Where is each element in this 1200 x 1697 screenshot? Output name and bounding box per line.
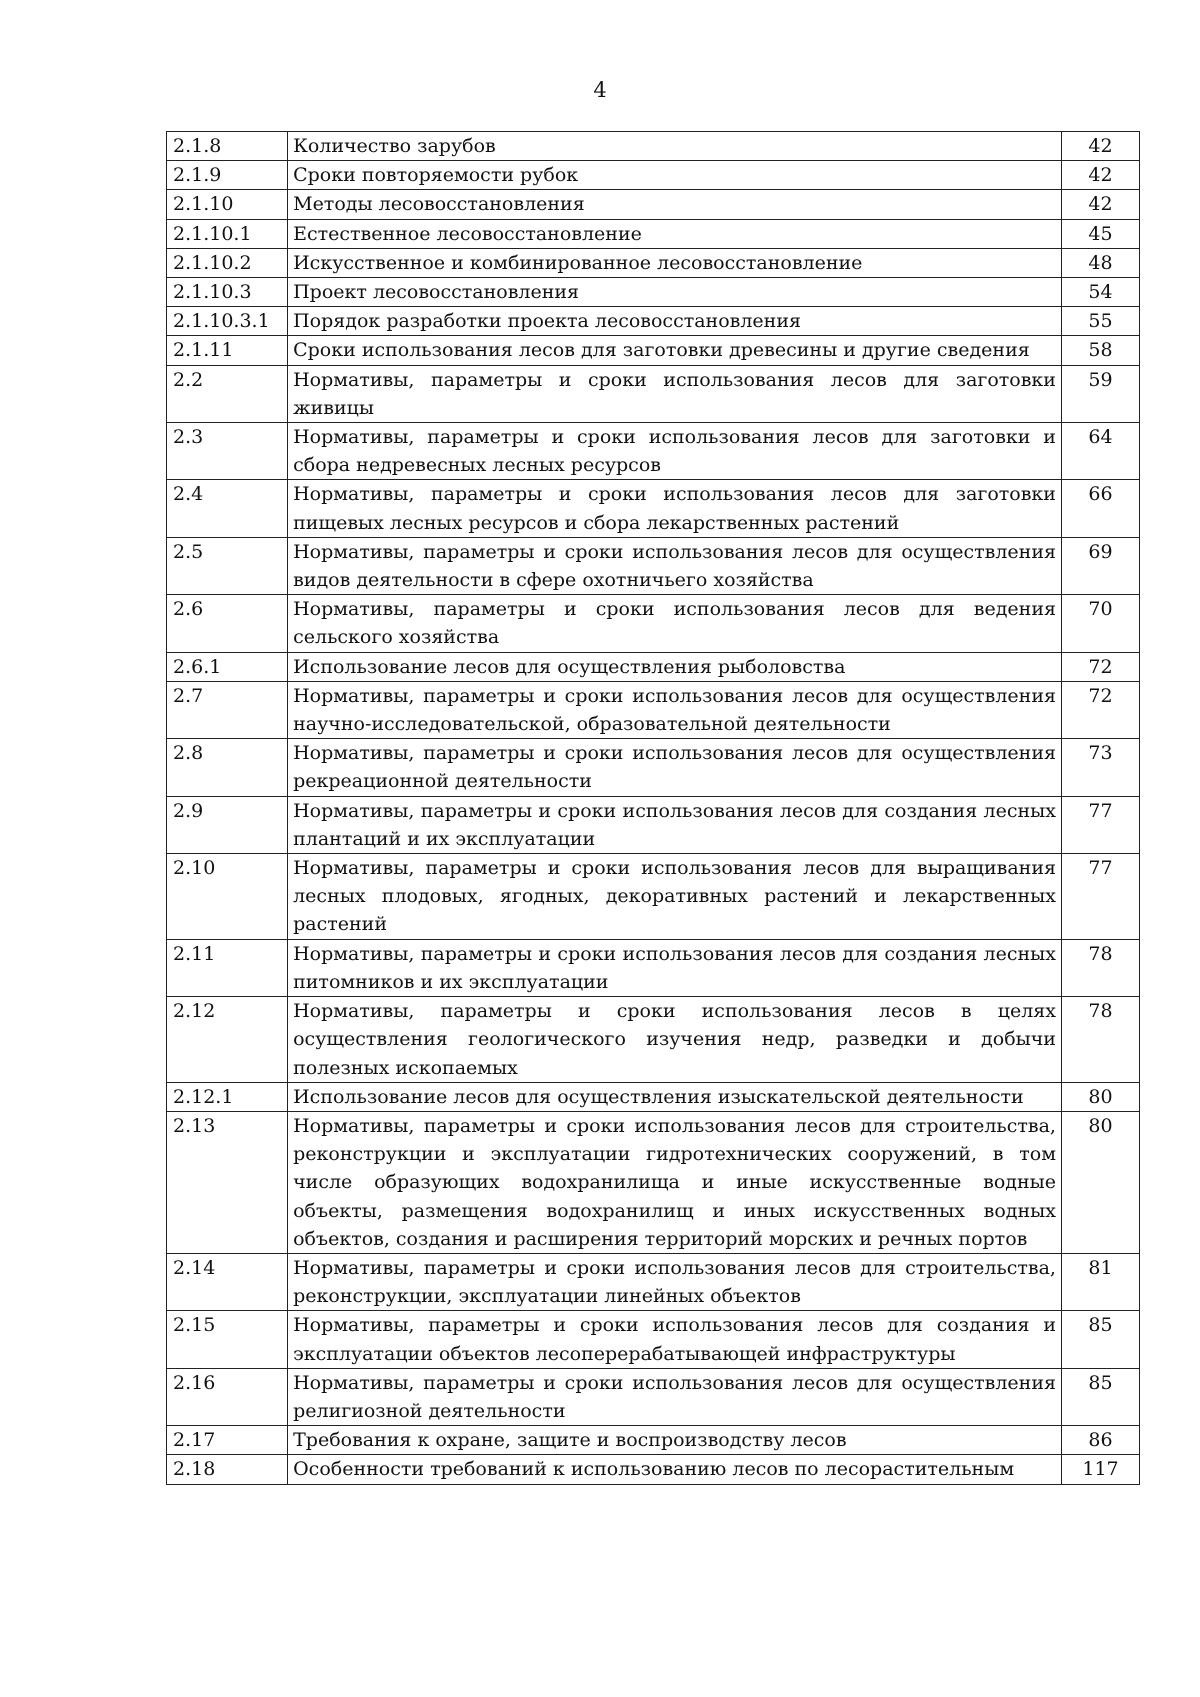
toc-row bbox=[167, 1455, 1140, 1484]
section-title: Нормативы, параметры и сроки использования лесов для осуществления религиозной деятельности bbox=[288, 1368, 1062, 1425]
page-ref: 72 bbox=[1061, 652, 1139, 681]
section-title: Нормативы, параметры и сроки использования лесов для заготовки живицы bbox=[288, 365, 1062, 422]
toc-row bbox=[167, 365, 1140, 422]
section-number: 2.12.1 bbox=[167, 1082, 288, 1111]
section-title: Нормативы, параметры и сроки использования лесов для заготовки и сбора недревесных лесных ресурсов bbox=[288, 423, 1062, 480]
toc-row bbox=[167, 1111, 1140, 1253]
section-number: 2.14 bbox=[167, 1253, 288, 1310]
page-ref: 73 bbox=[1061, 739, 1139, 796]
toc-row bbox=[167, 796, 1140, 853]
section-number: 2.3 bbox=[167, 423, 288, 480]
section-number: 2.10 bbox=[167, 854, 288, 940]
page-ref: 80 bbox=[1061, 1082, 1139, 1111]
toc-row bbox=[167, 1368, 1140, 1425]
page-ref: 81 bbox=[1061, 1253, 1139, 1310]
toc-row bbox=[167, 161, 1140, 190]
toc-row bbox=[167, 652, 1140, 681]
toc-row bbox=[167, 595, 1140, 652]
page-ref: 42 bbox=[1061, 190, 1139, 219]
toc-row bbox=[167, 1311, 1140, 1368]
page-ref: 78 bbox=[1061, 939, 1139, 996]
toc-row bbox=[167, 939, 1140, 996]
toc-row bbox=[167, 423, 1140, 480]
toc-row bbox=[167, 248, 1140, 277]
toc-row bbox=[167, 190, 1140, 219]
section-number: 2.18 bbox=[167, 1455, 288, 1484]
toc-row bbox=[167, 219, 1140, 248]
toc-row bbox=[167, 854, 1140, 940]
page-ref: 55 bbox=[1061, 307, 1139, 336]
section-number: 2.5 bbox=[167, 537, 288, 594]
section-title: Нормативы, параметры и сроки использования лесов для осуществления научно-исследовательской, образовательной деятельности bbox=[288, 681, 1062, 738]
toc-row bbox=[167, 480, 1140, 537]
toc-row bbox=[167, 307, 1140, 336]
section-title: Количество зарубов bbox=[288, 132, 1062, 161]
toc-row bbox=[167, 336, 1140, 365]
section-number: 2.1.10.1 bbox=[167, 219, 288, 248]
section-number: 2.1.8 bbox=[167, 132, 288, 161]
section-title: Проект лесовосстановления bbox=[288, 278, 1062, 307]
section-number: 2.15 bbox=[167, 1311, 288, 1368]
section-title: Искусственное и комбинированное лесовосстановление bbox=[288, 248, 1062, 277]
section-title: Нормативы, параметры и сроки использования лесов для заготовки пищевых лесных ресурсов и сбора лекарственных растений bbox=[288, 480, 1062, 537]
page-ref: 66 bbox=[1061, 480, 1139, 537]
section-title: Использование лесов для осуществления рыболовства bbox=[288, 652, 1062, 681]
section-number: 2.6 bbox=[167, 595, 288, 652]
page-ref: 72 bbox=[1061, 681, 1139, 738]
page-ref: 58 bbox=[1061, 336, 1139, 365]
page-ref: 80 bbox=[1061, 1111, 1139, 1253]
page-ref: 78 bbox=[1061, 997, 1139, 1083]
section-number: 2.8 bbox=[167, 739, 288, 796]
section-number: 2.13 bbox=[167, 1111, 288, 1253]
section-number: 2.7 bbox=[167, 681, 288, 738]
section-title: Сроки использования лесов для заготовки древесины и другие сведения bbox=[288, 336, 1062, 365]
toc-row bbox=[167, 1082, 1140, 1111]
section-title: Нормативы, параметры и сроки использования лесов для создания и эксплуатации объектов лесоперерабатывающей инфраструктуры bbox=[288, 1311, 1062, 1368]
section-title: Нормативы, параметры и сроки использования лесов для осуществления рекреационной деятельности bbox=[288, 739, 1062, 796]
page-ref: 77 bbox=[1061, 796, 1139, 853]
section-number: 2.11 bbox=[167, 939, 288, 996]
page-ref: 45 bbox=[1061, 219, 1139, 248]
page-ref: 42 bbox=[1061, 161, 1139, 190]
section-number: 2.1.10.3 bbox=[167, 278, 288, 307]
section-number: 2.12 bbox=[167, 997, 288, 1083]
section-number: 2.9 bbox=[167, 796, 288, 853]
section-title: Естественное лесовосстановление bbox=[288, 219, 1062, 248]
page-ref: 86 bbox=[1061, 1426, 1139, 1455]
section-title: Нормативы, параметры и сроки использования лесов в целях осуществления геологического изучения недр, разведки и добычи полезных ископаемых bbox=[288, 997, 1062, 1083]
section-title: Особенности требований к использованию лесов по лесорастительным bbox=[288, 1455, 1062, 1484]
page-ref: 70 bbox=[1061, 595, 1139, 652]
toc-row bbox=[167, 278, 1140, 307]
section-number: 2.1.10.3.1 bbox=[167, 307, 288, 336]
section-title: Нормативы, параметры и сроки использования лесов для выращивания лесных плодовых, ягодных, декоративных растений и лекарственных растений bbox=[288, 854, 1062, 940]
page-ref: 77 bbox=[1061, 854, 1139, 940]
toc-row bbox=[167, 1426, 1140, 1455]
page-ref: 59 bbox=[1061, 365, 1139, 422]
section-number: 2.16 bbox=[167, 1368, 288, 1425]
page-ref: 64 bbox=[1061, 423, 1139, 480]
section-number: 2.1.9 bbox=[167, 161, 288, 190]
toc-row bbox=[167, 537, 1140, 594]
section-title: Методы лесовосстановления bbox=[288, 190, 1062, 219]
page-ref: 42 bbox=[1061, 132, 1139, 161]
toc-row bbox=[167, 132, 1140, 161]
section-number: 2.6.1 bbox=[167, 652, 288, 681]
section-number: 2.17 bbox=[167, 1426, 288, 1455]
section-title: Порядок разработки проекта лесовосстановления bbox=[288, 307, 1062, 336]
page-ref: 48 bbox=[1061, 248, 1139, 277]
toc-row bbox=[167, 739, 1140, 796]
toc-row bbox=[167, 997, 1140, 1083]
page-number: 4 bbox=[593, 78, 607, 102]
section-title: Нормативы, параметры и сроки использования лесов для создания лесных питомников и их эксплуатации bbox=[288, 939, 1062, 996]
section-title: Нормативы, параметры и сроки использования лесов для создания лесных плантаций и их эксплуатации bbox=[288, 796, 1062, 853]
page-ref: 69 bbox=[1061, 537, 1139, 594]
section-title: Нормативы, параметры и сроки использования лесов для ведения сельского хозяйства bbox=[288, 595, 1062, 652]
section-title: Требования к охране, защите и воспроизводству лесов bbox=[288, 1426, 1062, 1455]
section-title: Использование лесов для осуществления изыскательской деятельности bbox=[288, 1082, 1062, 1111]
section-number: 2.1.10.2 bbox=[167, 248, 288, 277]
section-title: Сроки повторяемости рубок bbox=[288, 161, 1062, 190]
section-number: 2.4 bbox=[167, 480, 288, 537]
section-title: Нормативы, параметры и сроки использования лесов для строительства, реконструкции, эксплуатации линейных объектов bbox=[288, 1253, 1062, 1310]
page-ref: 54 bbox=[1061, 278, 1139, 307]
section-title: Нормативы, параметры и сроки использования лесов для осуществления видов деятельности в сфере охотничьего хозяйства bbox=[288, 537, 1062, 594]
section-number: 2.1.11 bbox=[167, 336, 288, 365]
section-number: 2.1.10 bbox=[167, 190, 288, 219]
page-ref: 85 bbox=[1061, 1311, 1139, 1368]
page-ref: 117 bbox=[1061, 1455, 1139, 1484]
toc-row bbox=[167, 681, 1140, 738]
toc-body bbox=[167, 132, 1140, 1485]
toc-row bbox=[167, 1253, 1140, 1310]
page-ref: 85 bbox=[1061, 1368, 1139, 1425]
section-title: Нормативы, параметры и сроки использования лесов для строительства, реконструкции и эксплуатации гидротехнических сооружений, в том числе образующих водохранилища и иные искусственные водные объекты, размещения водохранилищ и иных искусственных водных объектов, создания и расширения территорий морских и речных портов bbox=[288, 1111, 1062, 1253]
section-number: 2.2 bbox=[167, 365, 288, 422]
table-of-contents bbox=[166, 131, 1140, 1485]
